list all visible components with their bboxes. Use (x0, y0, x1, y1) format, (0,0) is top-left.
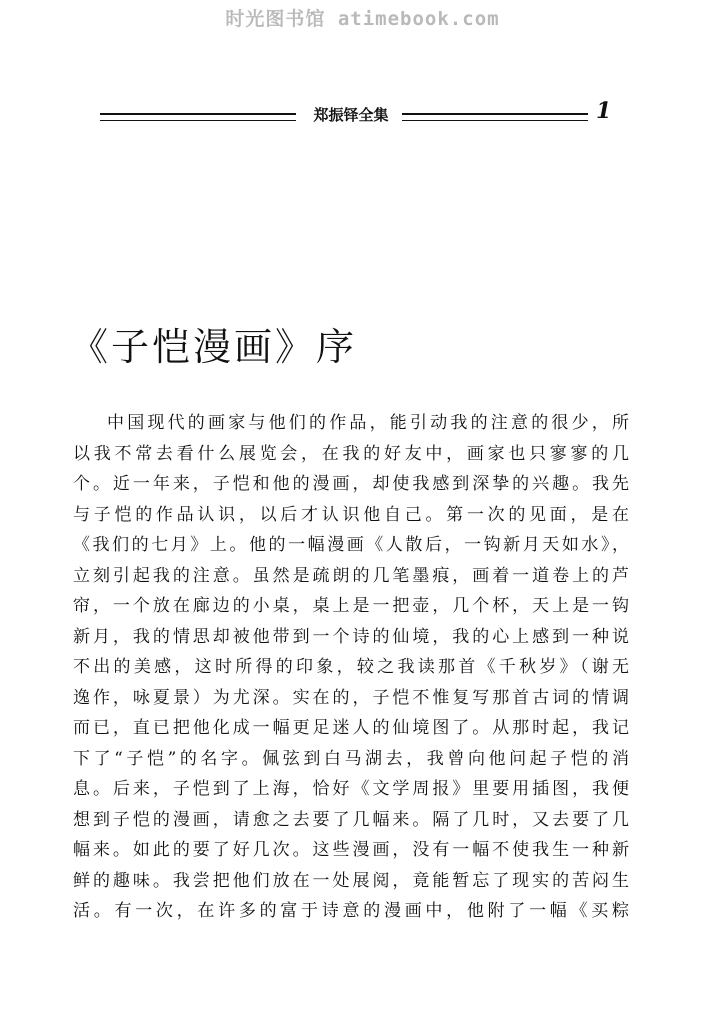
header-rule-left (100, 113, 296, 121)
body-line: 鲜的趣味。我尝把他们放在一处展阅，竟能暂忘了现实的苦闷生 (73, 870, 629, 891)
page-number: 1 (596, 98, 612, 124)
body-line: 下了“子恺”的名字。佩弦到白马湖去，我曾向他问起子恺的消 (73, 748, 629, 769)
body-line: 中国现代的画家与他们的作品，能引动我的注意的很少，所 (107, 413, 629, 433)
body-line: 活。有一次，在许多的富于诗意的漫画中，他附了一幅《买粽 (73, 901, 629, 921)
running-head (100, 98, 612, 128)
body-line: 不出的美感，这时所得的印象，较之我读那首《千秋岁》（谢无 (73, 657, 629, 677)
book-title: 郑振铎全集 (313, 106, 389, 124)
body-line: 幅来。如此的要了好几次。这些漫画，没有一幅不使我生一种新 (73, 840, 629, 860)
body-line: 想到子恺的漫画，请愈之去要了几幅来。隔了几时，又去要了几 (73, 809, 629, 830)
body-line: 以我不常去看什么展览会，在我的好友中，画家也只寥寥的几 (73, 443, 629, 464)
body-line: 《我们的七月》上。他的一幅漫画《人散后，一钩新月天如水》， (73, 535, 629, 555)
essay-body (73, 408, 629, 927)
body-line: 逸作，咏夏景）为尤深。实在的，子恺不惟复写那首古词的情调 (73, 687, 629, 708)
watermark: 时光图书馆 atimebook.com (225, 8, 500, 30)
body-line: 与子恺的作品认识，以后才认识他自己。第一次的见面，是在 (73, 504, 629, 525)
body-line: 息。后来，子恺到了上海，恰好《文学周报》里要用插图，我便 (73, 779, 629, 799)
body-line: 个。近一年来，子恺和他的漫画，却使我感到深挚的兴趣。我先 (73, 474, 629, 494)
body-line: 帘，一个放在廊边的小桌，桌上是一把壶，几个杯，天上是一钩 (73, 596, 629, 616)
essay-title: 《子恺漫画》序 (70, 325, 358, 369)
body-line: 而已，直已把他化成一幅更足迷人的仙境图了。从那时起，我记 (73, 718, 629, 738)
header-rule-right (402, 113, 588, 121)
body-line: 立刻引起我的注意。虽然是疏朗的几笔墨痕，画着一道卷上的芦 (73, 565, 629, 586)
body-line: 新月，我的情思却被他带到一个诗的仙境，我的心上感到一种说 (73, 626, 629, 647)
